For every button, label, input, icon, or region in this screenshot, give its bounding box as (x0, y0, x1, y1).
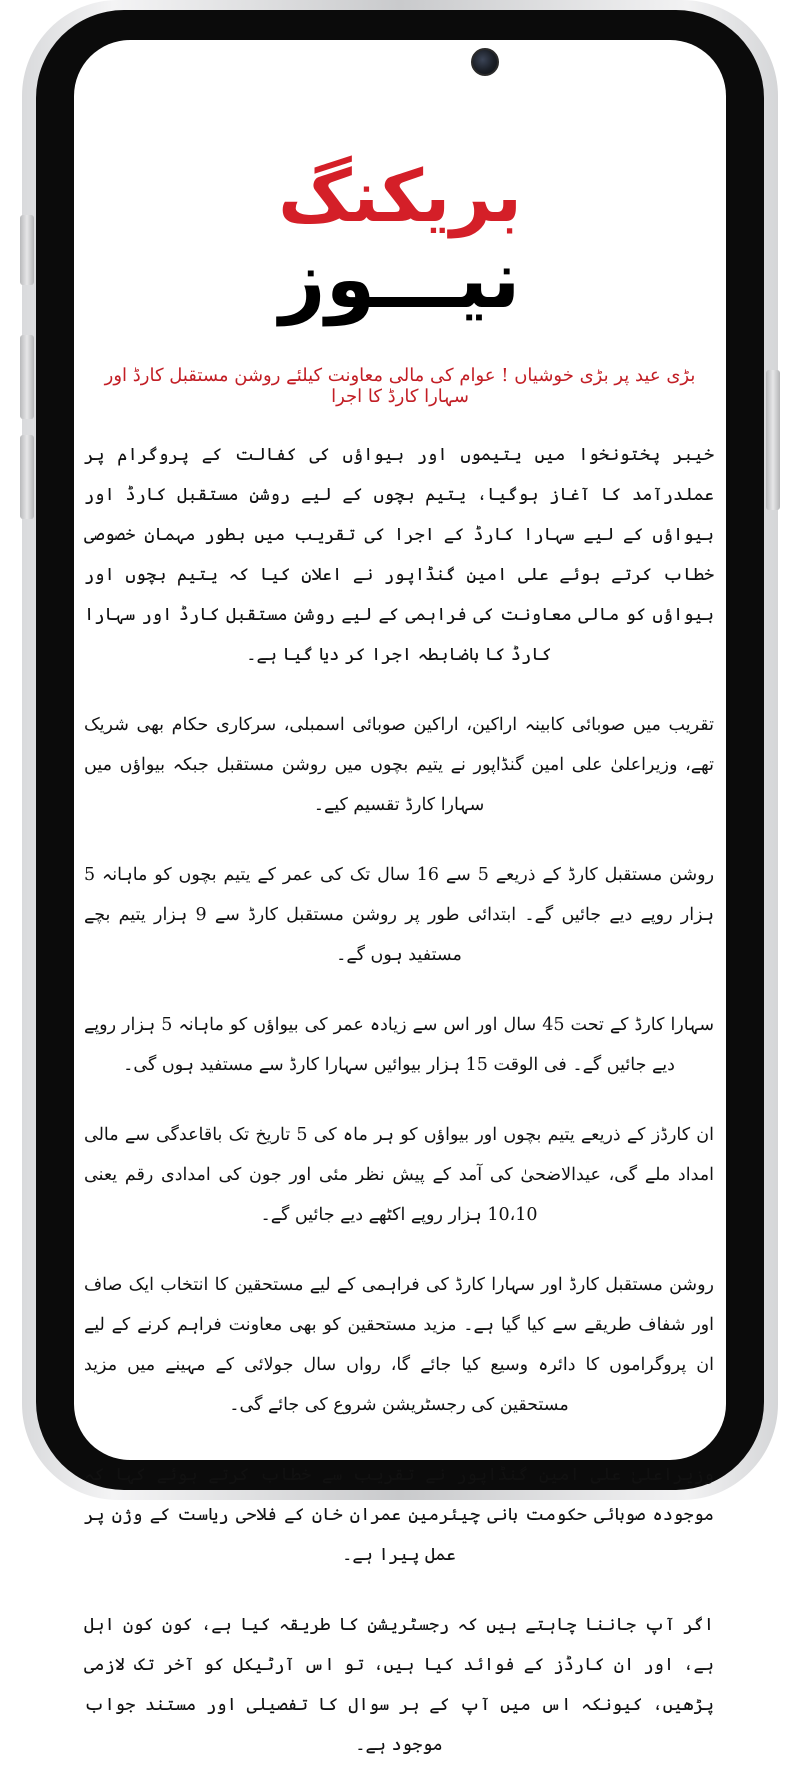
masthead-news: نیـــوز (279, 233, 521, 326)
article-body (84, 435, 714, 1765)
article-paragraph: روشن مستقبل کارڈ کے ذریعے 5 سے 16 سال تک کی عمر کے یتیم بچوں کو ماہانہ 5 ہزار روپے دیے جائیں گے۔ ابتدائی طور پر روشن مستقبل کارڈ سے 9 ہزار یتیم بچے مستفید ہوں گے۔ (84, 865, 715, 965)
article-paragraph: ان کارڈز کے ذریعے یتیم بچوں اور بیواؤں کو ہر ماہ کی 5 تاریخ تک باقاعدگی سے مالی امداد ملے گی، عیدالاضحیٰ کی آمد کے پیش نظر مئی اور جون کی امدادی رقم یعنی 10،10 ہزار روپے اکٹھے دیے جائیں گے۔ (84, 1125, 715, 1225)
article-paragraph: روشن مستقبل کارڈ اور سہارا کارڈ کی فراہمی کے لیے مستحقین کا انتخاب ایک صاف اور شفاف طریقے سے کیا گیا ہے۔ مزید مستحقین کو بھی معاونت فراہم کرنے کے لیے ان پروگراموں کا دائرہ وسیع کیا جائے گا، رواں سال جولائی کے مہینے میں مزید مستحقین کی رجسٹریشن شروع کی جائے گی۔ (84, 1275, 714, 1415)
article-paragraph: وزیراعلیٰ علی امین گنڈاپور نے تقریب سے خطاب کرتے ہوئے کہا کہ موجودہ صوبائی حکومت بانی چیئرمین عمران خان کے فلاحی ریاست کے وژن پر عمل پیرا ہے۔ (84, 1465, 714, 1565)
mute-switch (20, 215, 34, 285)
power-button (766, 370, 780, 510)
masthead-breaking: بریکنگ (278, 154, 522, 238)
article-headline: بڑی عید پر بڑی خوشیاں ! عوام کی مالی معاونت کیلئے روشن مستقبل کارڈ اور سہارا کارڈ کا اجرا (104, 365, 696, 407)
volume-up-button (20, 335, 34, 419)
article-paragraph: خیبر پختونخوا میں یتیموں اور بیواؤں کی کفالت کے پروگرام پر عملدرآمد کا آغاز ہوگیا، یتیم بچوں کے لیے روشن مستقبل کارڈ اور بیواؤں کے لیے سہارا کارڈ کے اجرا کی تقریب میں بطور مہمان خصوصی خطاب کرتے ہوئے علی امین گنڈاپور نے اعلان کیا کہ یتیم بچوں اور بیواؤں کو مالی معاونت کی فراہمی کے لیے روشن مستقبل کارڈ اور سہارا کارڈ کا باضابطہ اجرا کر دیا گیا ہے۔ (84, 445, 714, 665)
volume-down-button (20, 435, 34, 519)
article-paragraph: اگر آپ جاننا چاہتے ہیں کہ رجسٹریشن کا طریقہ کیا ہے، کون کون اہل ہے، اور ان کارڈز کے فوائد کیا ہیں، تو اس آرٹیکل کو آخر تک لازمی پڑھیں، کیونکہ اس میں آپ کے ہر سوال کا تفصیلی اور مستند جواب موجود ہے۔ (84, 1615, 714, 1755)
front-camera-icon (471, 48, 499, 76)
article-paragraph: تقریب میں صوبائی کابینہ اراکین، اراکین صوبائی اسمبلی، سرکاری حکام بھی شریک تھے، وزیراعلیٰ علی امین گنڈاپور نے یتیم بچوں میں روشن مستقبل جبکہ بیواؤں میں سہارا کارڈ تقسیم کیے۔ (84, 715, 714, 815)
article-paragraph: سہارا کارڈ کے تحت 45 سال اور اس سے زیادہ عمر کی بیواؤں کو ماہانہ 5 ہزار روپے دیے جائیں گے۔ فی الوقت 15 ہزار بیوائیں سہارا کارڈ سے مستفید ہوں گی۔ (84, 1015, 715, 1075)
phone-screen (74, 40, 726, 1755)
